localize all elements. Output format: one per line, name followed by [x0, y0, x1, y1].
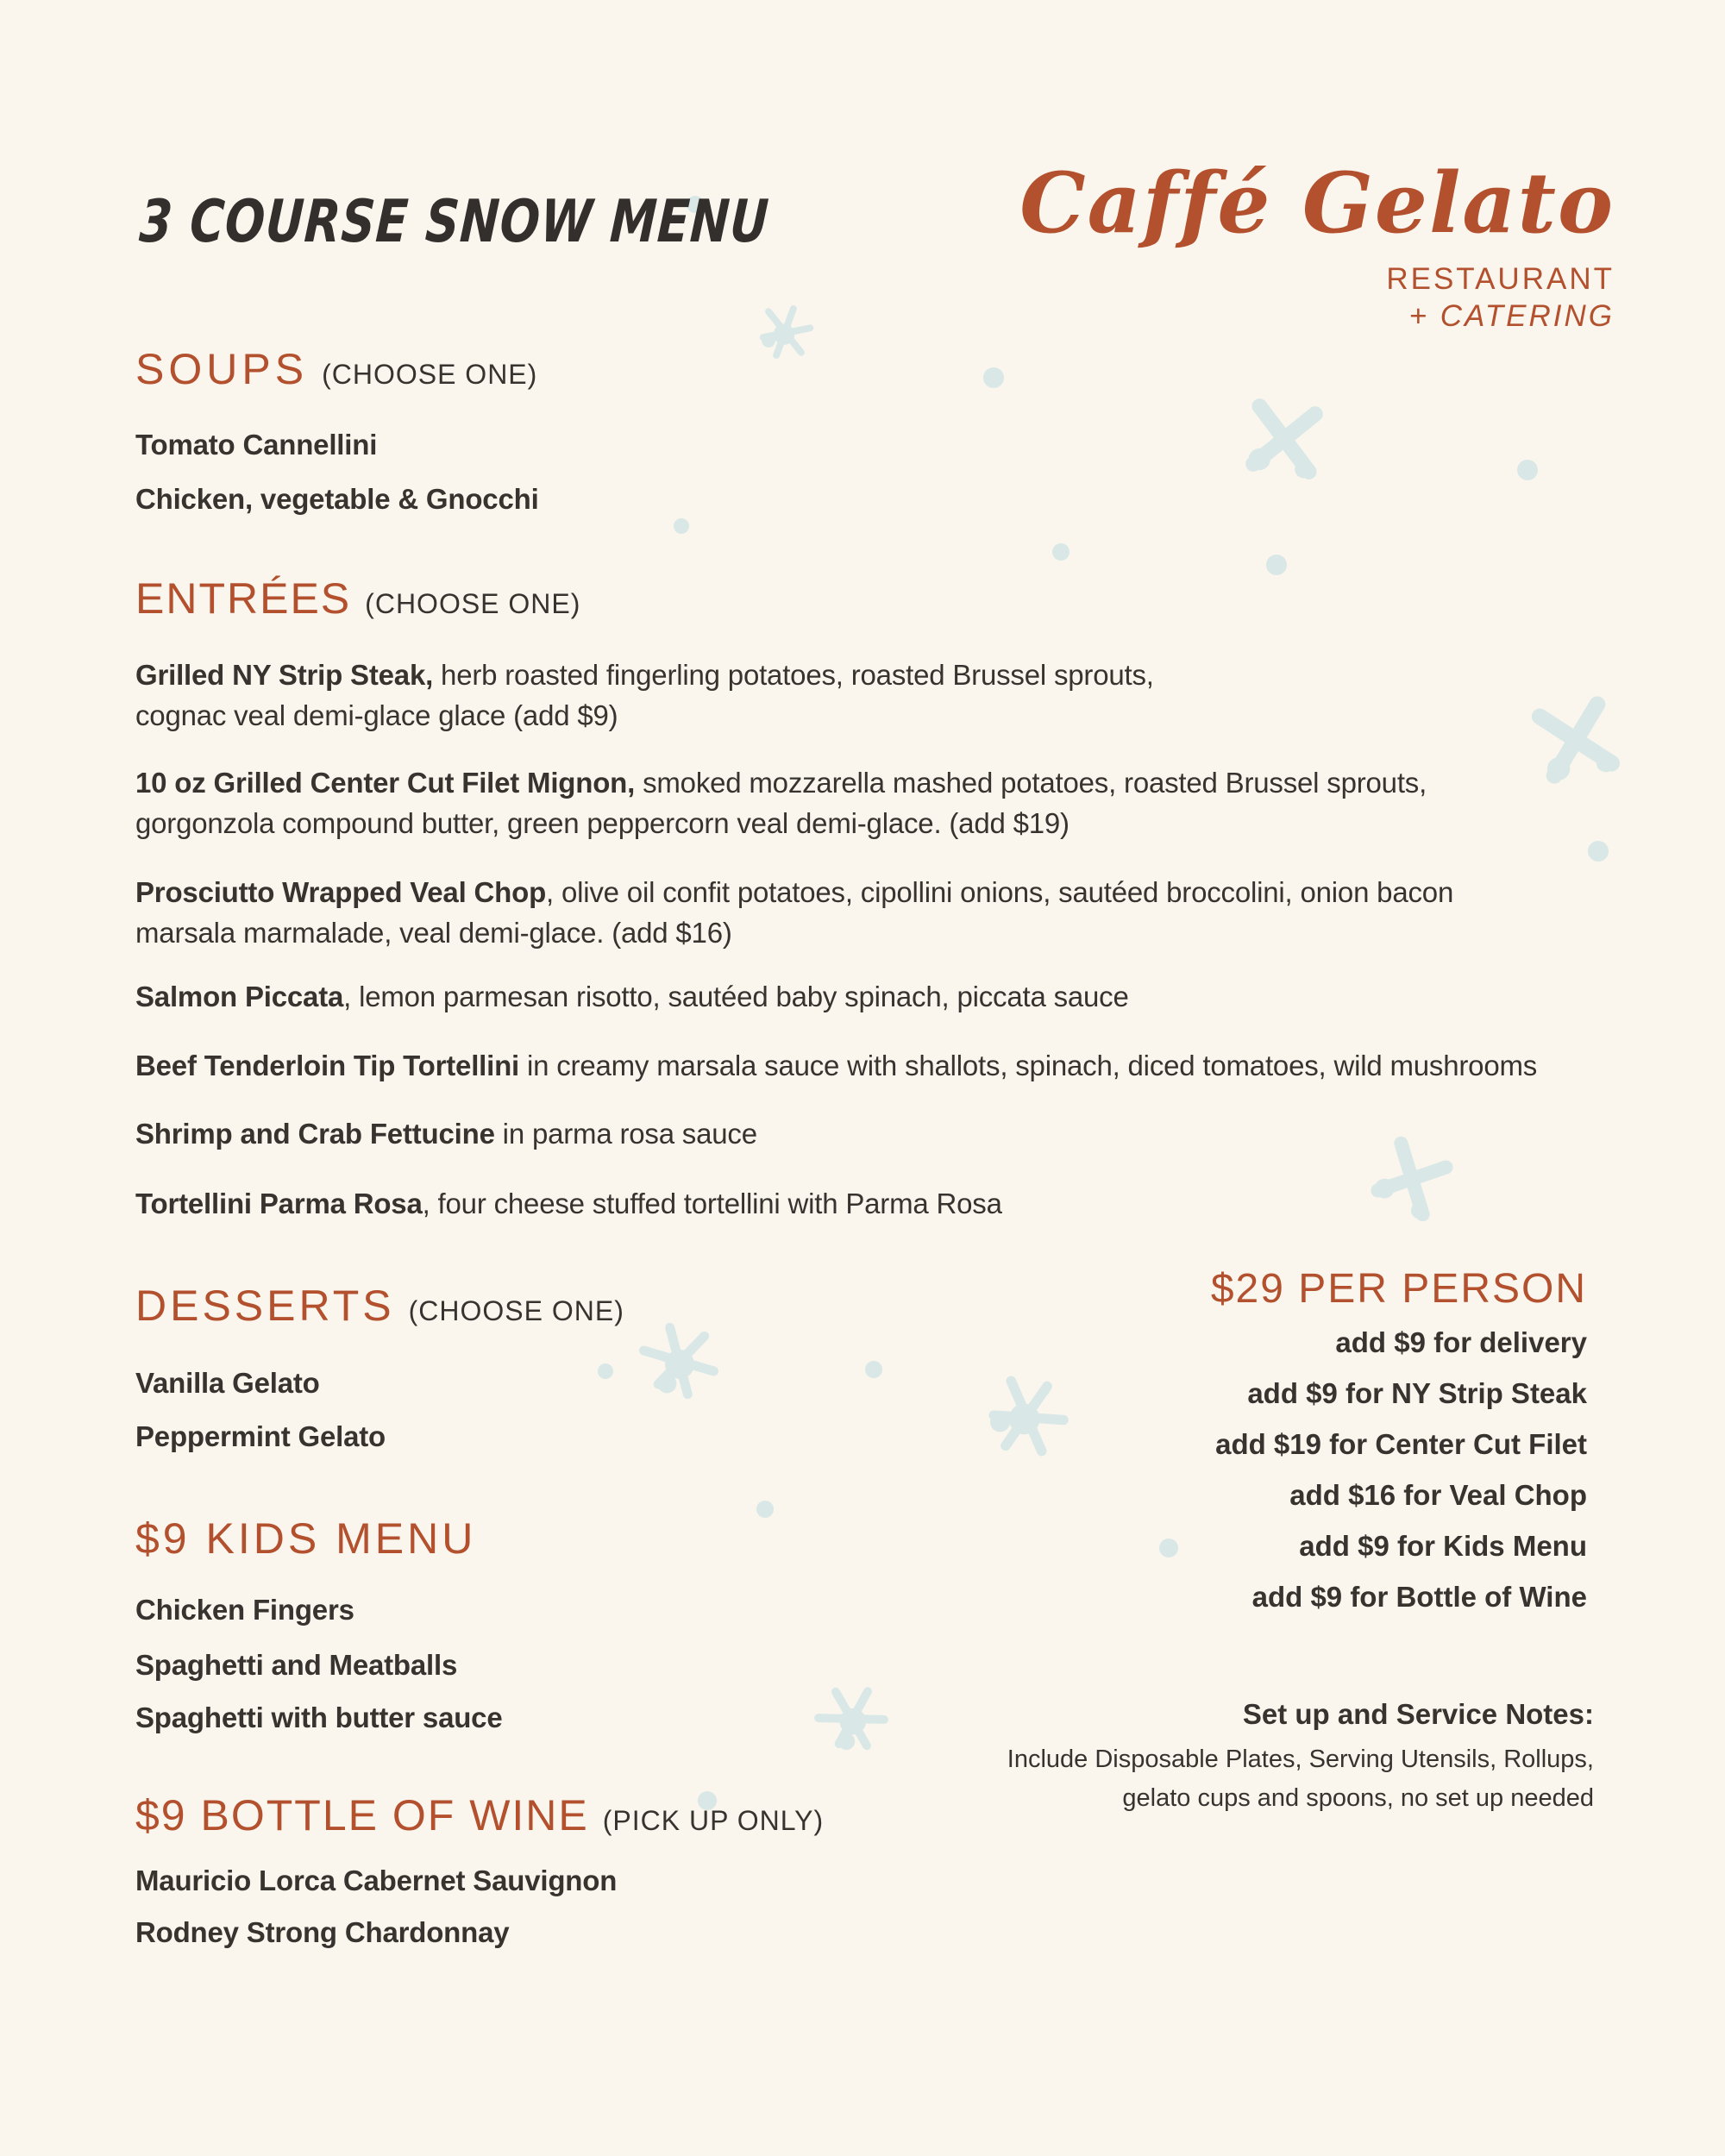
kids-item: Spaghetti and Meatballs: [135, 1649, 458, 1681]
service-notes: [1007, 1697, 1594, 1818]
dessert-item: Peppermint Gelato: [135, 1420, 386, 1452]
entree-item: [135, 872, 1453, 953]
entree-desc: herb roasted fingerling potatoes, roasted Brussel sprouts,: [433, 659, 1154, 691]
entree-item: [135, 762, 1427, 843]
entree-desc-line2: cognac veal demi-glace glace (add $9): [135, 699, 618, 731]
entree-desc: , olive oil confit potatoes, cipollini onions, sautéed broccolini, onion bacon: [546, 876, 1454, 908]
addon-price-item: add $9 for NY Strip Steak: [1247, 1377, 1587, 1409]
logo-restaurant-label: RESTAURANT: [1386, 262, 1615, 296]
entree-desc: in creamy marsala sauce with shallots, spinach, diced tomatoes, wild mushrooms: [519, 1050, 1538, 1081]
soups-heading: [135, 347, 537, 397]
kids-item: Spaghetti with butter sauce: [135, 1702, 503, 1733]
soup-item: Chicken, vegetable & Gnocchi: [135, 483, 539, 515]
entrees-heading: [135, 576, 580, 626]
desserts-heading: [135, 1283, 624, 1333]
soups-choose-one-label: (CHOOSE ONE): [322, 359, 538, 390]
dessert-item: Vanilla Gelato: [135, 1367, 320, 1399]
wine-item: Mauricio Lorca Cabernet Sauvignon: [135, 1865, 618, 1896]
caffe-gelato-logo: [1019, 154, 1615, 333]
entree-name: Beef Tenderloin Tip Tortellini: [135, 1050, 520, 1081]
service-notes-line: gelato cups and spoons, no set up needed: [1122, 1784, 1594, 1812]
kids-item: Chicken Fingers: [135, 1594, 354, 1626]
entree-desc: smoked mozzarella mashed potatoes, roasted Brussel sprouts,: [635, 767, 1427, 799]
soup-item: Tomato Cannellini: [135, 429, 378, 461]
entree-item: [135, 655, 1154, 736]
kids-menu-heading: $9 KIDS MENU: [135, 1514, 477, 1563]
addon-price-item: add $9 for delivery: [1335, 1326, 1587, 1358]
addon-price-item: add $19 for Center Cut Filet: [1215, 1428, 1587, 1460]
logo-catering-label: + CATERING: [1408, 299, 1615, 333]
entree-item: [135, 1183, 1002, 1224]
entree-desc: in parma rosa sauce: [494, 1118, 757, 1150]
logo-wordmark: Caffé Gelato: [1019, 154, 1615, 252]
entree-name: Prosciutto Wrapped Veal Chop: [135, 876, 547, 908]
entree-item: [135, 1113, 757, 1154]
addon-price-item: add $9 for Kids Menu: [1299, 1530, 1587, 1562]
entree-name: Shrimp and Crab Fettucine: [135, 1118, 495, 1150]
price-per-person-heading: $29 PER PERSON: [1210, 1266, 1587, 1312]
entree-name: Salmon Piccata: [135, 981, 344, 1012]
soups-heading-label: SOUPS: [135, 345, 309, 393]
entree-desc: , lemon parmesan risotto, sautéed baby spinach, piccata sauce: [343, 981, 1129, 1012]
entree-name: Grilled NY Strip Steak,: [135, 659, 434, 691]
addon-price-item: add $16 for Veal Chop: [1289, 1479, 1587, 1511]
wine-item: Rodney Strong Chardonnay: [135, 1916, 510, 1948]
service-notes-title: Set up and Service Notes:: [1242, 1698, 1594, 1730]
wine-pickup-only-label: (PICK UP ONLY): [602, 1805, 825, 1836]
entree-desc-line2: gorgonzola compound butter, green peppercorn veal demi-glace. (add $19): [135, 807, 1070, 839]
page-title: 3 COURSE SNOW MENU: [137, 188, 771, 256]
service-notes-line: Include Disposable Plates, Serving Utensils, Rollups,: [1007, 1745, 1594, 1773]
entree-item: [135, 976, 1129, 1017]
addon-price-list: [1215, 1317, 1587, 1622]
entree-item: [135, 1045, 1537, 1086]
entree-desc: , four cheese stuffed tortellini with Parma Rosa: [422, 1188, 1002, 1219]
addon-price-item: add $9 for Bottle of Wine: [1251, 1581, 1587, 1613]
wine-heading-label: $9 BOTTLE OF WINE: [135, 1791, 589, 1839]
wine-heading: [135, 1793, 824, 1843]
entrees-choose-one-label: (CHOOSE ONE): [365, 588, 581, 619]
entrees-heading-label: ENTRÉES: [135, 574, 352, 623]
desserts-choose-one-label: (CHOOSE ONE): [408, 1295, 624, 1326]
entree-desc-line2: marsala marmalade, veal demi-glace. (add $16): [135, 917, 732, 949]
entree-name: 10 oz Grilled Center Cut Filet Mignon,: [135, 767, 636, 799]
desserts-heading-label: DESSERTS: [135, 1282, 395, 1330]
entree-name: Tortellini Parma Rosa: [135, 1188, 423, 1219]
